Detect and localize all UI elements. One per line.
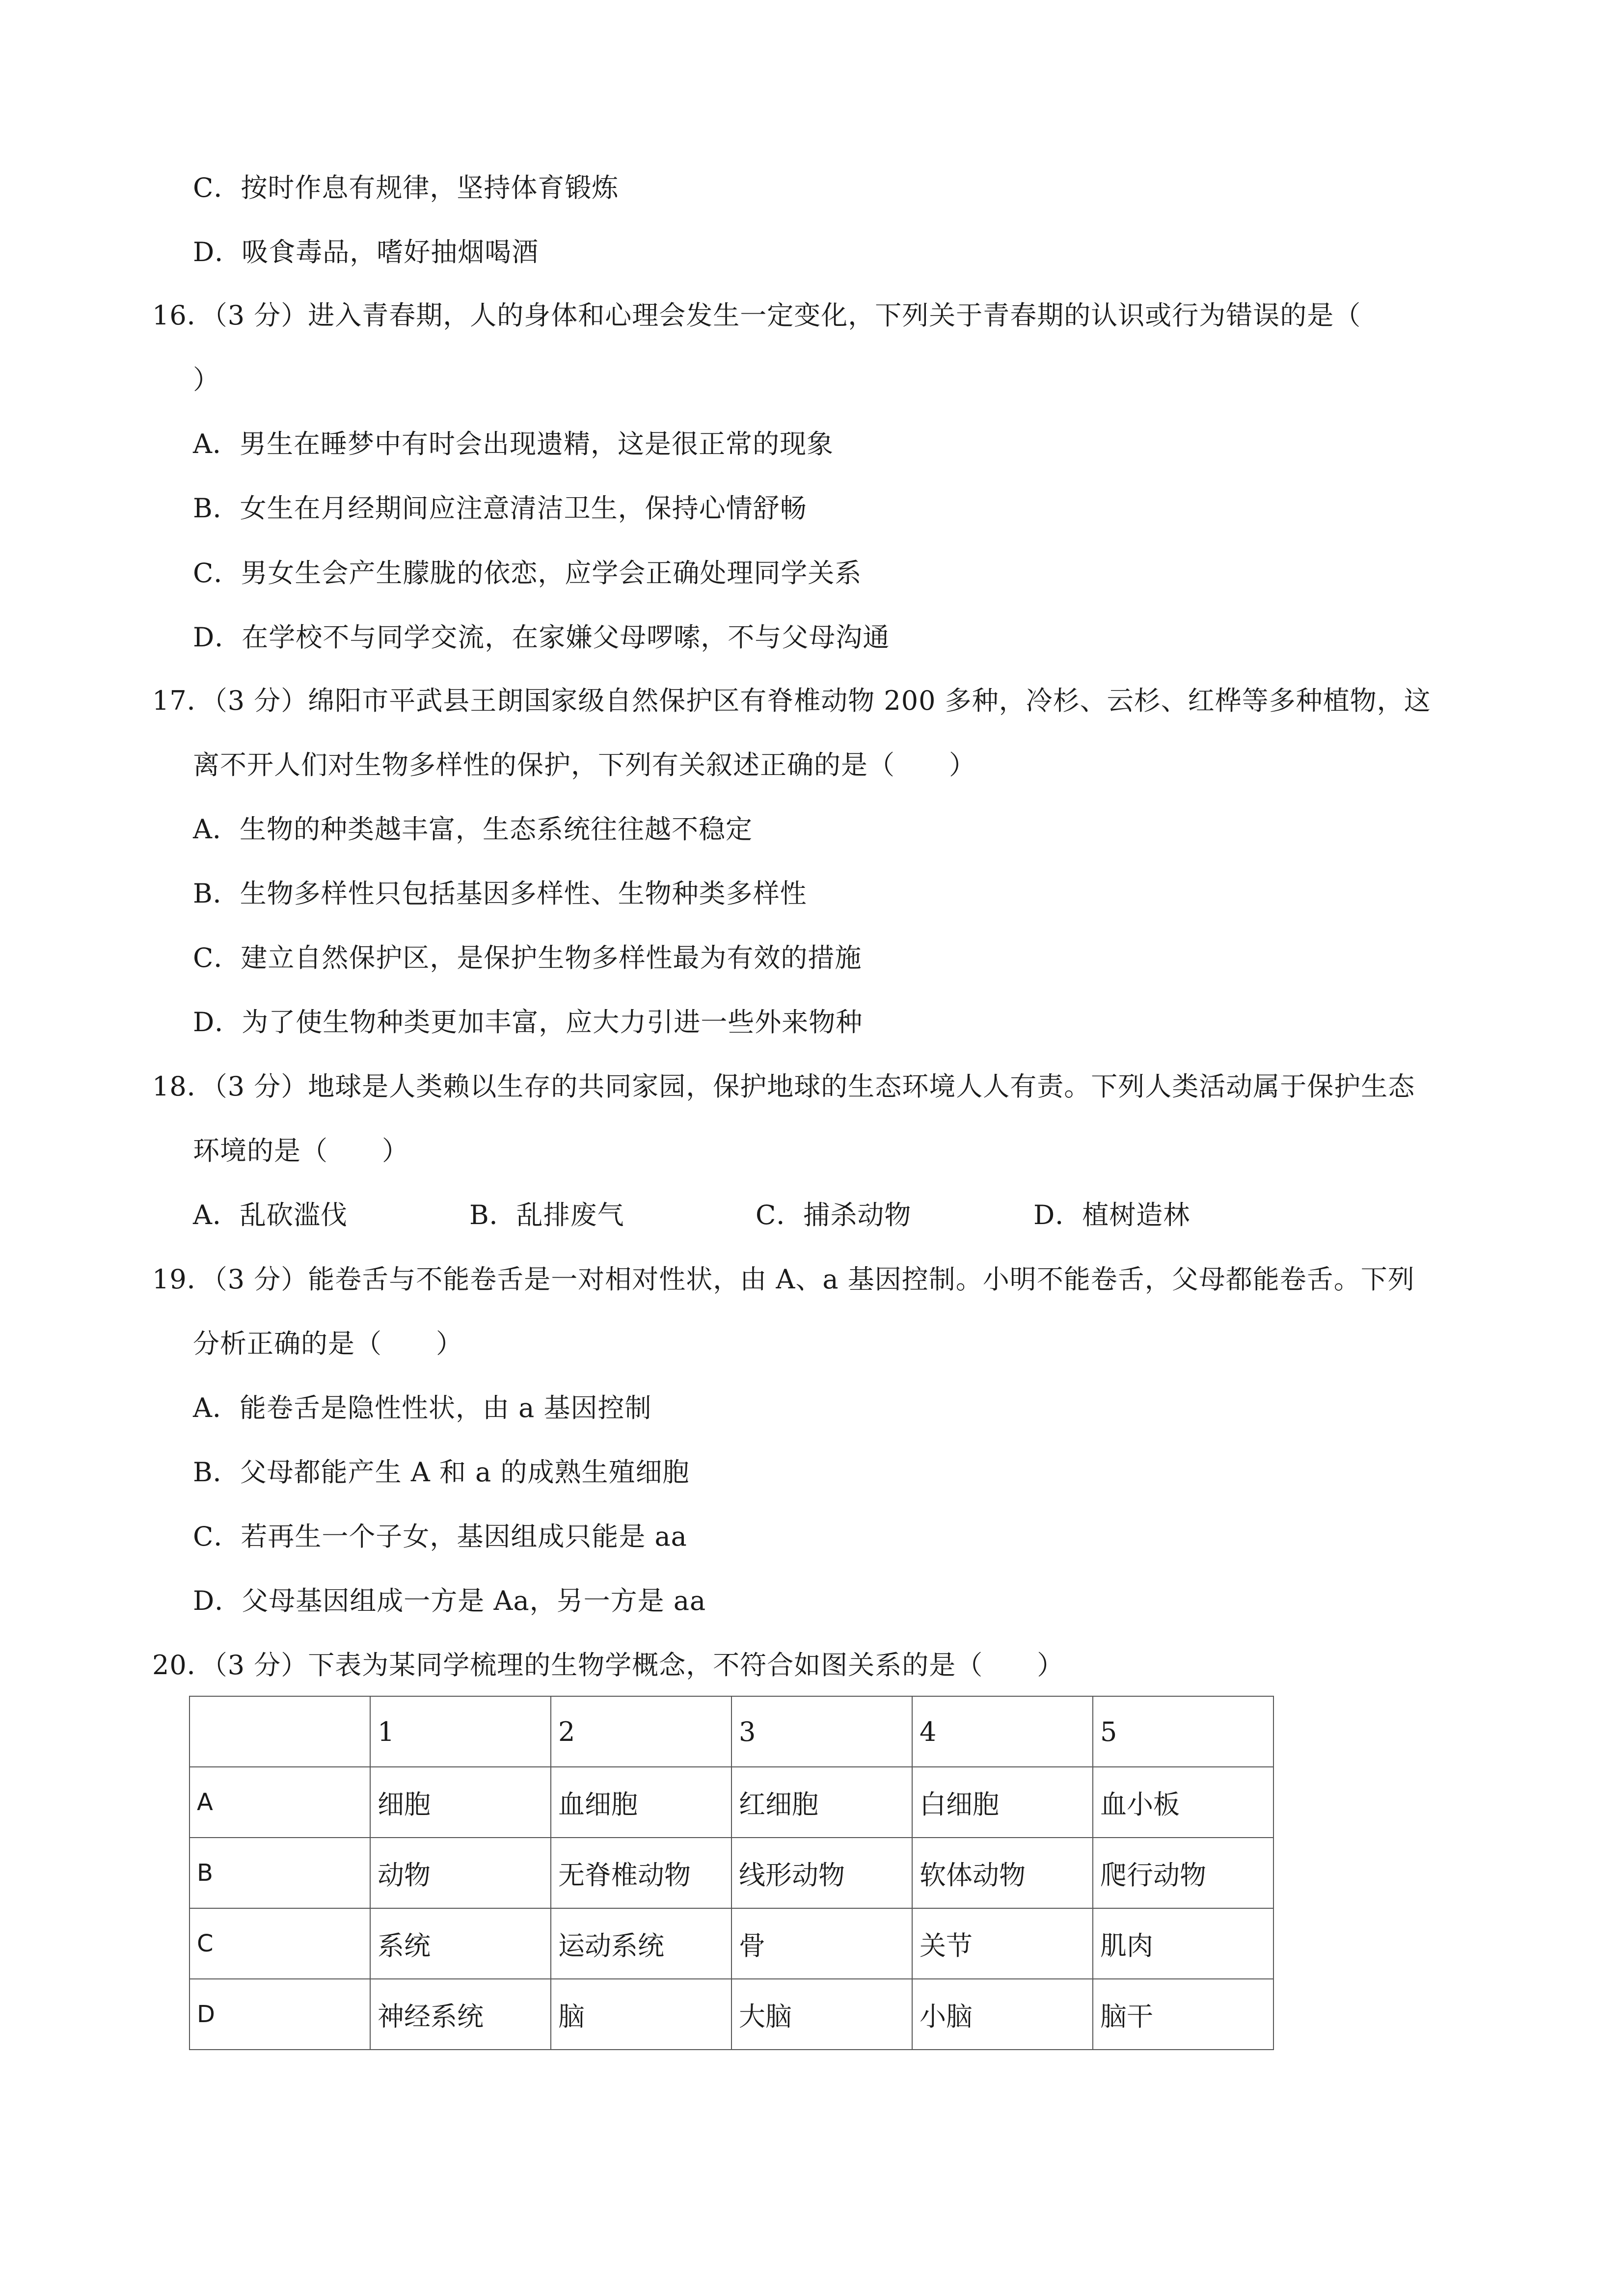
table-row-label: A: [189, 1767, 370, 1838]
table-cell: 骨: [731, 1908, 912, 1979]
q16-stem-line2: ）: [193, 364, 220, 395]
table-cell: 5: [1093, 1696, 1273, 1767]
q18-option-d: D．植树造林: [1033, 1200, 1191, 1230]
q15-option-d: D．吸食毒品，嗜好抽烟喝酒: [193, 237, 539, 267]
q16-stem-line1: 16．（3 分）进入青春期，人的身体和心理会发生一定变化，下列关于青春期的认识或行为错误的是（: [152, 300, 1361, 331]
table-row: [189, 1908, 1273, 1979]
q16-option-c: C．男女生会产生朦胧的依恋，应学会正确处理同学关系: [193, 558, 862, 588]
table-cell: 大脑: [731, 1979, 912, 2050]
table-cell: 软体动物: [912, 1838, 1093, 1908]
table-cell: 系统: [370, 1908, 551, 1979]
table-cell: 细胞: [370, 1767, 551, 1838]
q16-option-a: A．男生在睡梦中有时会出现遗精，这是很正常的现象: [193, 428, 834, 459]
q17-option-b: B．生物多样性只包括基因多样性、生物种类多样性: [193, 878, 807, 909]
q19-stem-line2: 分析正确的是（ ）: [193, 1328, 463, 1359]
table-cell: 血细胞: [551, 1767, 731, 1838]
q16-option-d: D．在学校不与同学交流，在家嫌父母啰嗦，不与父母沟通: [193, 622, 890, 653]
table-cell: 线形动物: [731, 1838, 912, 1908]
table-row: [189, 1838, 1273, 1908]
table-cell: 小脑: [912, 1979, 1093, 2050]
q19-option-b: B．父母都能产生 A 和 a 的成熟生殖细胞: [193, 1457, 690, 1488]
q17-option-d: D．为了使生物种类更加丰富，应大力引进一些外来物种: [193, 1007, 863, 1038]
table-header-row: [189, 1696, 1273, 1767]
table-cell: 4: [912, 1696, 1093, 1767]
table-cell: 关节: [912, 1908, 1093, 1979]
q20-stem: 20．（3 分）下表为某同学梳理的生物学概念，不符合如图关系的是（ ）: [152, 1650, 1064, 1681]
q18-stem-line1: 18．（3 分）地球是人类赖以生存的共同家园，保护地球的生态环境人人有责。下列人类活动属于保护生态: [152, 1071, 1415, 1102]
q15-option-c: C．按时作息有规律，坚持体育锻炼: [193, 172, 619, 203]
table-cell: 无脊椎动物: [551, 1838, 731, 1908]
q18-option-b: B．乱排废气: [469, 1200, 624, 1230]
q18-option-c: C．捕杀动物: [756, 1200, 912, 1230]
table-cell: 3: [731, 1696, 912, 1767]
table-cell: 脑干: [1093, 1979, 1273, 2050]
table-cell: 2: [551, 1696, 731, 1767]
table-cell: 脑: [551, 1979, 731, 2050]
q18-option-a: A．乱砍滥伐: [193, 1200, 348, 1230]
table-cell: 神经系统: [370, 1979, 551, 2050]
q19-option-d: D．父母基因组成一方是 Aa，另一方是 aa: [193, 1585, 706, 1616]
table-cell: [189, 1696, 370, 1767]
table-cell: 爬行动物: [1093, 1838, 1273, 1908]
q17-stem-line2: 离不开人们对生物多样性的保护，下列有关叙述正确的是（ ）: [193, 749, 976, 780]
table-row-label: C: [189, 1908, 370, 1979]
q16-option-b: B．女生在月经期间应注意清洁卫生，保持心情舒畅: [193, 493, 807, 524]
q19-option-c: C．若再生一个子女，基因组成只能是 aa: [193, 1521, 687, 1552]
table-cell: 白细胞: [912, 1767, 1093, 1838]
table-row-label: D: [189, 1979, 370, 2050]
q18-stem-line2: 环境的是（ ）: [193, 1135, 409, 1166]
table-cell: 肌肉: [1093, 1908, 1273, 1979]
q18-options-row: [0, 1198, 1624, 1232]
table-row: [189, 1767, 1273, 1838]
q19-stem-line1: 19．（3 分）能卷舌与不能卷舌是一对相对性状，由 A、a 基因控制。小明不能卷舌，父母都能卷舌。下列: [152, 1264, 1415, 1295]
q17-option-a: A．生物的种类越丰富，生态系统往往越不稳定: [193, 814, 753, 845]
table-cell: 1: [370, 1696, 551, 1767]
table-row-label: B: [189, 1838, 370, 1908]
table-cell: 运动系统: [551, 1908, 731, 1979]
table-cell: 动物: [370, 1838, 551, 1908]
table-row: [189, 1979, 1273, 2050]
q17-option-c: C．建立自然保护区，是保护生物多样性最为有效的措施: [193, 942, 862, 973]
table-cell: 血小板: [1093, 1767, 1273, 1838]
q17-stem-line1: 17．（3 分）绵阳市平武县王朗国家级自然保护区有脊椎动物 200 多种，冷杉、云杉、红桦等多种植物，这: [152, 685, 1431, 716]
q19-option-a: A．能卷舌是隐性性状，由 a 基因控制: [193, 1392, 652, 1423]
concept-table: [189, 1696, 1274, 2050]
table-cell: 红细胞: [731, 1767, 912, 1838]
